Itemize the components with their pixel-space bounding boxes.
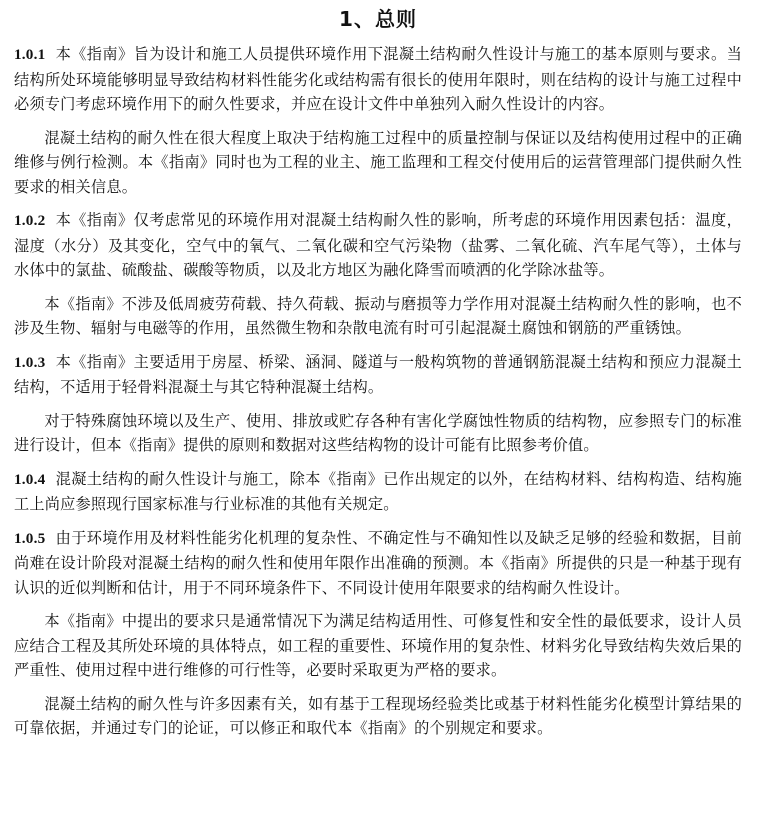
clause-number: 1.0.5 — [14, 529, 46, 547]
paragraph — [14, 692, 742, 741]
clause-number: 1.0.3 — [14, 353, 46, 371]
paragraph — [14, 609, 742, 683]
clause-text: 由于环境作用及材料性能劣化机理的复杂性、不确定性与不确知性以及缺乏足够的经验和数据，目前尚难在设计阶段对混凝土结构的耐久性和使用年限作出准确的预测。本《指南》所提供的只是一种基于现有认识的近似判断和估计，用于不同环境条件下、不同设计使用年限要求的结构耐久性设计。 — [14, 528, 742, 597]
paragraph-text: 混凝土结构的耐久性与许多因素有关，如有基于工程现场经验类比或基于材料性能劣化模型计算结果的可靠依据，并通过专门的论证，可以修正和取代本《指南》的个别规定和要求。 — [14, 694, 742, 737]
paragraph — [14, 292, 742, 341]
section-title: 1、总则 — [339, 7, 417, 31]
clause-text: 本《指南》旨为设计和施工人员提供环境作用下混凝土结构耐久性设计与施工的基本原则与要求。当结构所处环境能够明显导致结构材料性能劣化或结构需有很长的使用年限时，则在结构的设计与施工过程中必须专门考虑环境作用下的耐久性要求，并应在设计文件中单独列入耐久性设计的内容。 — [14, 45, 742, 113]
clause-1-0-1 — [14, 42, 742, 117]
paragraph — [14, 409, 742, 458]
clause-1-0-5 — [14, 526, 742, 601]
clause-number: 1.0.1 — [14, 46, 46, 63]
clause-number: 1.0.4 — [14, 470, 46, 488]
clause-text: 本《指南》主要适用于房屋、桥梁、涵洞、隧道与一般构筑物的普通钢筋混凝土结构和预应力混凝土结构，不适用于轻骨料混凝土与其它特种混凝土结构。 — [14, 352, 742, 396]
clause-1-0-3 — [14, 350, 742, 400]
clause-1-0-2 — [14, 208, 742, 283]
paragraph-text: 本《指南》中提出的要求只是通常情况下为满足结构适用性、可修复性和安全性的最低要求，设计人员应结合工程及其所处环境的具体特点，如工程的重要性、环境作用的复杂性、材料劣化导致结构失效后果的严重性、使用过程中进行维修的可行性等，必要时采取更为严格的要求。 — [14, 612, 742, 679]
paragraph-text: 对于特殊腐蚀环境以及生产、使用、排放或贮存各种有害化学腐蚀性物质的结构物，应参照专门的标准进行设计，但本《指南》提供的原则和数据对这些结构物的设计可能有比照参考价值。 — [14, 411, 742, 454]
clause-text: 本《指南》仅考虑常见的环境作用对混凝土结构耐久性的影响，所考虑的环境作用因素包括：温度，湿度（水分）及其变化，空气中的氧气、二氧化碳和空气污染物（盐雾、二氧化硫、汽车尾气等），土体与水体中的氯盐、硫酸盐、碳酸等物质，以及北方地区为融化降雪而喷洒的化学除冰盐等。 — [14, 211, 742, 279]
paragraph-text: 混凝土结构的耐久性在很大程度上取决于结构施工过程中的质量控制与保证以及结构使用过程中的正确维修与例行检测。本《指南》同时也为工程的业主、施工监理和工程交付使用后的运营管理部门提供耐久性要求的相关信息。 — [14, 128, 742, 196]
clause-number: 1.0.2 — [14, 212, 46, 229]
clause-text: 混凝土结构的耐久性设计与施工，除本《指南》已作出规定的以外，在结构材料、结构构造、结构施工上尚应参照现行国家标准与行业标准的其他有关规定。 — [14, 469, 742, 513]
paragraph — [14, 126, 742, 200]
paragraph-text: 本《指南》不涉及低周疲劳荷载、持久荷载、振动与磨损等力学作用对混凝土结构耐久性的影响，也不涉及生物、辐射与电磁等的作用，虽然微生物和杂散电流有时可引起混凝土腐蚀和钢筋的严重锈蚀。 — [14, 294, 742, 337]
clause-1-0-4 — [14, 467, 742, 517]
